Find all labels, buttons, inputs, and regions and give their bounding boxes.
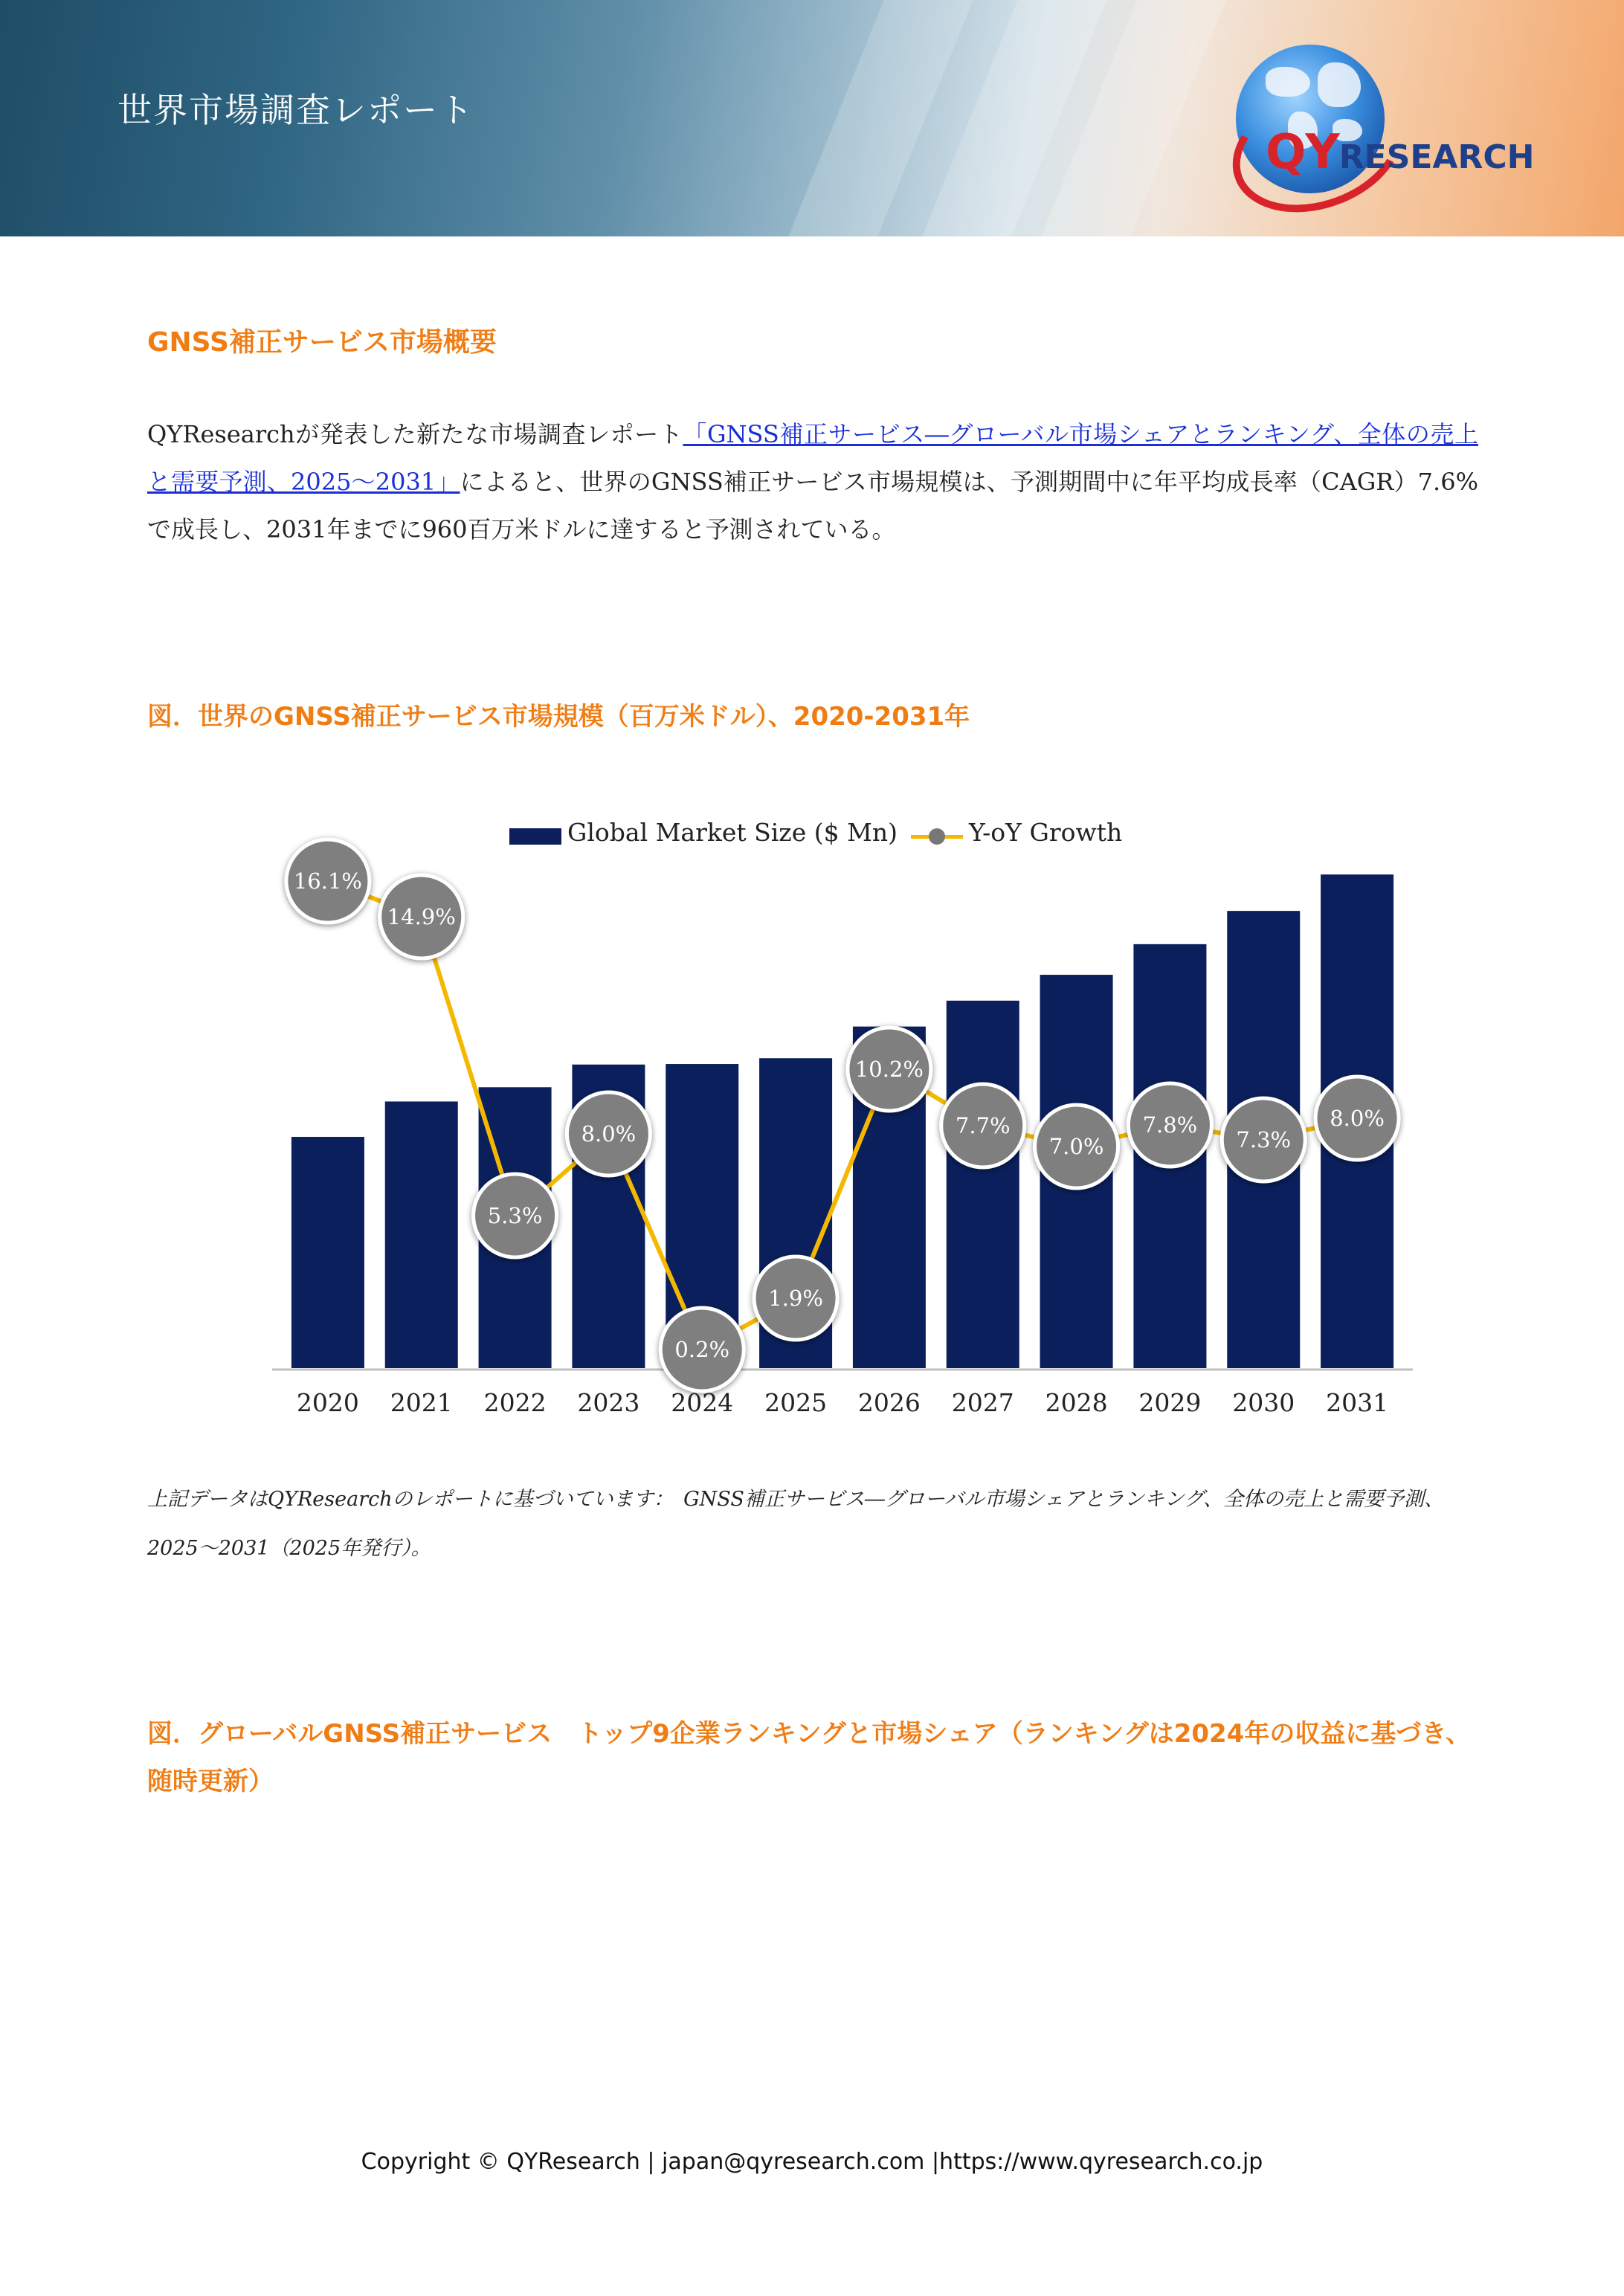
x-tick-label-2024: 2024 [671,1388,734,1417]
legend-line-label: Y-oY Growth [969,818,1123,847]
x-tick-label-2029: 2029 [1138,1388,1202,1417]
x-tick-label-2031: 2031 [1326,1388,1389,1417]
growth-label-2030: 7.3% [1236,1127,1292,1152]
growth-label-2021: 14.9% [387,904,456,929]
growth-label-2031: 8.0% [1330,1106,1385,1131]
x-tick-label-2026: 2026 [857,1388,921,1417]
x-tick-label-2025: 2025 [764,1388,828,1417]
growth-label-2027: 7.7% [955,1113,1011,1138]
growth-label-2025: 1.9% [768,1286,823,1311]
bar-2027 [947,1001,1019,1368]
x-tick-label-2020: 2020 [296,1388,359,1417]
growth-label-2028: 7.0% [1048,1134,1104,1159]
figure1-footnote: 上記データはQYResearchのレポートに基づいています： GNSS補正サービス―グローバル市場シェアとランキング、全体の売上と需要予測、2025～2031（2025年発行）。 [147,1488,1445,1560]
qyresearch-logo [1236,45,1563,193]
market-size-chart [253,796,1428,1435]
bar-2020 [291,1137,364,1368]
growth-label-2023: 8.0% [581,1121,637,1147]
copyright-footer: Copyright © QYResearch | japan@qyresearch.com |https://www.qyresearch.co.jp [361,2149,1263,2175]
x-tick-label-2028: 2028 [1045,1388,1108,1417]
logo-wordmark: QYRESEARCH [1266,125,1535,180]
figure1-title: 図．世界のGNSS補正サービス市場規模（百万米ドル）、2020-2031年 [147,702,970,732]
growth-label-2022: 5.3% [487,1203,543,1228]
overview-paragraph [147,410,1478,553]
growth-label-2024: 0.2% [674,1337,730,1362]
x-tick-label-2023: 2023 [577,1388,640,1417]
intro-text-continued: によると、世界のGNSS補正サービス市場規模は、予測期間中に年平均成長率（CAGR）7.6%で成長し、2031年までに960百万米ドルに達すると予測されている。 [147,468,1478,544]
x-tick-label-2030: 2030 [1232,1388,1295,1417]
bar-2021 [385,1101,458,1368]
growth-label-2029: 7.8% [1142,1112,1198,1138]
intro-text: QYResearchが発表した新たな市場調査レポート [147,420,683,448]
report-link[interactable]: 「GNSS補正サービス―グローバル市場シェアとランキング、全体の売上と需要予測、2025～2031」 [147,420,1478,496]
growth-label-2020: 16.1% [293,868,362,894]
growth-label-2026: 10.2% [854,1057,924,1082]
figure2-title: 図．グローバルGNSS補正サービス トップ9企業ランキングと市場シェア（ランキングは2024年の収益に基づき、随時更新） [147,1719,1471,1796]
x-tick-label-2022: 2022 [483,1388,547,1417]
header-title: 世界市場調査レポート [117,90,474,130]
x-tick-label-2021: 2021 [390,1388,453,1417]
overview-title: GNSS補正サービス市場概要 [147,327,497,358]
x-tick-label-2027: 2027 [951,1388,1014,1417]
header-banner [0,0,1624,236]
legend-bar-label: Global Market Size ($ Mn) [567,818,898,847]
